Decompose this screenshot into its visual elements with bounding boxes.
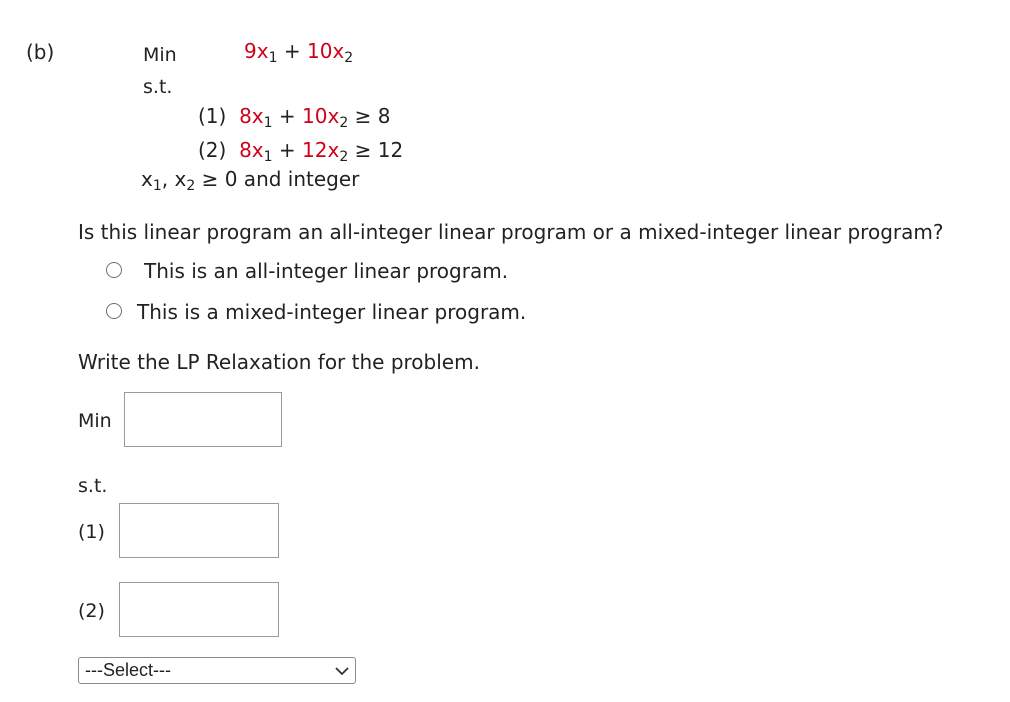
chevron-down-icon bbox=[335, 666, 349, 676]
relaxation-constraint-2-input[interactable] bbox=[119, 582, 279, 637]
constraint-2: (2) $8x_1 + 12x_2 \ge 12$ bbox=[198, 138, 404, 165]
objective-function: $9x_1 + 10x_2$ bbox=[244, 39, 354, 66]
option-all-integer-label[interactable]: This is an all-integer linear program. bbox=[144, 259, 509, 283]
option-mixed-integer-label[interactable]: This is a mixed-integer linear program. bbox=[137, 300, 527, 324]
select-value: ---Select--- bbox=[85, 660, 171, 680]
relaxation-objective-input[interactable] bbox=[124, 392, 282, 447]
relaxation-variable-select[interactable] bbox=[78, 657, 356, 684]
subject-to-label: s.t. bbox=[143, 76, 173, 98]
part-label: (b) bbox=[26, 40, 55, 64]
objective-min-label: Min bbox=[143, 44, 177, 66]
relaxation-constraint-1-label: (1) bbox=[78, 521, 105, 543]
relaxation-st-label: s.t. bbox=[78, 475, 108, 497]
relaxation-constraint-1-input[interactable] bbox=[119, 503, 279, 558]
radio-all-integer[interactable] bbox=[106, 262, 122, 278]
radio-mixed-integer[interactable] bbox=[106, 303, 122, 319]
constraint-1: (1) $8x_1 + 10x_2 \ge 8$ bbox=[198, 104, 391, 131]
nonnegativity-constraint: $x_1$, $x_2 \ge 0$ and integer bbox=[141, 167, 360, 194]
relaxation-min-label: Min bbox=[78, 410, 112, 432]
relaxation-constraint-2-label: (2) bbox=[78, 600, 105, 622]
relaxation-instruction: Write the LP Relaxation for the problem. bbox=[78, 350, 480, 374]
question-text: Is this linear program an all-integer linear program or a mixed-integer linear program? bbox=[78, 220, 944, 244]
